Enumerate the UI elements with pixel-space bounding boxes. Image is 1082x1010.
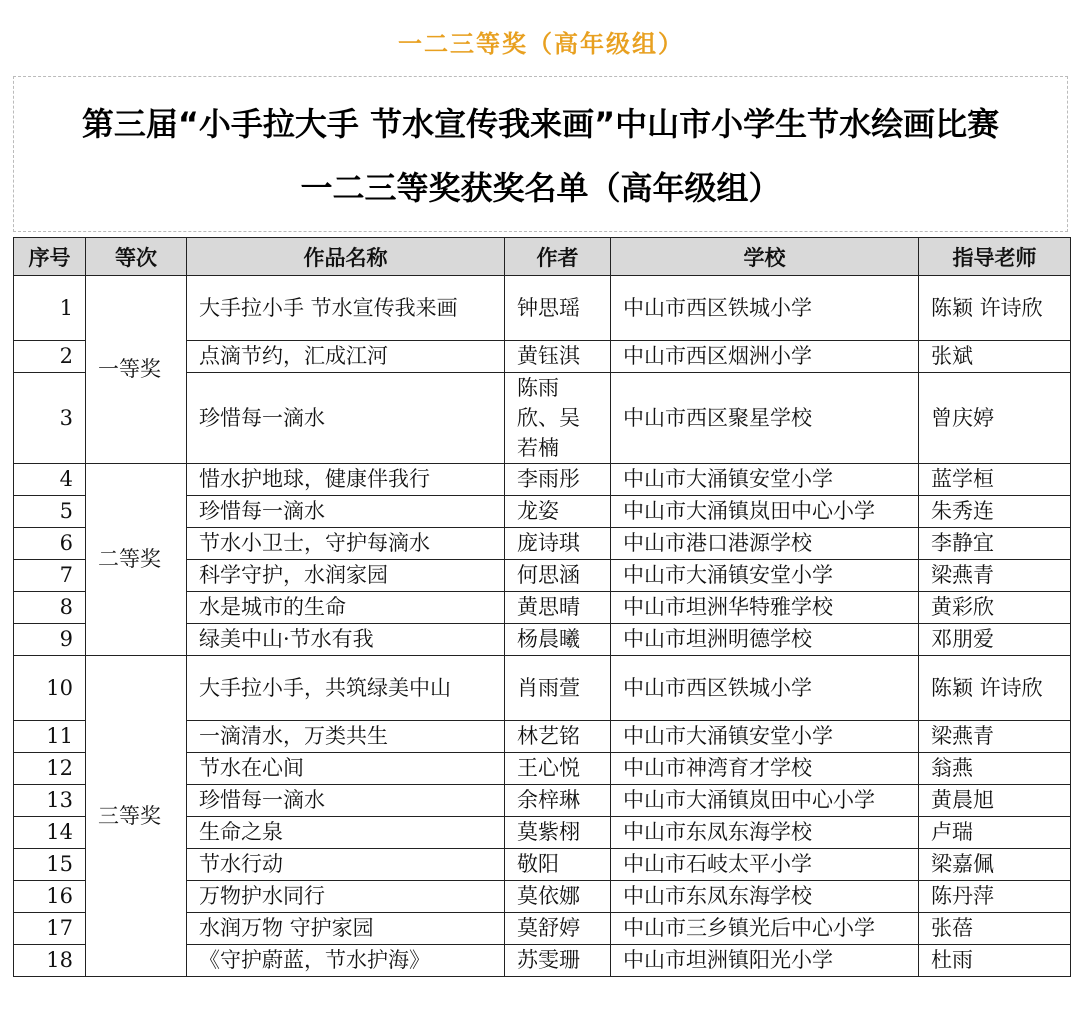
cell-teacher: 邓朋爱 [919, 624, 1071, 656]
cell-seq: 15 [14, 849, 86, 881]
cell-author: 王心悦 [505, 753, 611, 785]
cell-work: 珍惜每一滴水 [187, 373, 505, 464]
cell-work: 《守护蔚蓝，节水护海》 [187, 945, 505, 977]
cell-teacher: 陈丹萍 [919, 881, 1071, 913]
cell-school: 中山市西区聚星学校 [611, 373, 919, 464]
cell-school: 中山市大涌镇岚田中心小学 [611, 785, 919, 817]
cell-author: 李雨彤 [505, 464, 611, 496]
cell-school: 中山市港口港源学校 [611, 528, 919, 560]
cell-seq: 7 [14, 560, 86, 592]
cell-author: 钟思瑶 [505, 276, 611, 341]
table-row [14, 656, 1071, 721]
cell-author: 余梓琳 [505, 785, 611, 817]
cell-work: 节水在心间 [187, 753, 505, 785]
cell-work: 珍惜每一滴水 [187, 496, 505, 528]
cell-work: 生命之泉 [187, 817, 505, 849]
document-title: 第三届“小手拉大手 节水宣传我来画”中山市小学生节水绘画比赛 [81, 105, 1000, 143]
cell-seq: 16 [14, 881, 86, 913]
cell-author: 黄思晴 [505, 592, 611, 624]
header-teacher: 指导老师 [919, 238, 1071, 276]
cell-prize: 一等奖 [86, 276, 187, 464]
title-box [13, 76, 1068, 232]
cell-school: 中山市坦洲华特雅学校 [611, 592, 919, 624]
award-table [13, 237, 1071, 977]
cell-work: 节水小卫士，守护每滴水 [187, 528, 505, 560]
cell-author: 陈雨欣、吴若楠 [505, 373, 611, 464]
cell-work: 大手拉小手 节水宣传我来画 [187, 276, 505, 341]
cell-work: 节水行动 [187, 849, 505, 881]
cell-author: 肖雨萱 [505, 656, 611, 721]
cell-school: 中山市东凤东海学校 [611, 881, 919, 913]
cell-work: 点滴节约，汇成江河 [187, 341, 505, 373]
cell-school: 中山市西区铁城小学 [611, 656, 919, 721]
cell-school: 中山市大涌镇安堂小学 [611, 560, 919, 592]
cell-teacher: 黄晨旭 [919, 785, 1071, 817]
cell-teacher: 张蓓 [919, 913, 1071, 945]
cell-work: 绿美中山·节水有我 [187, 624, 505, 656]
cell-teacher: 李静宜 [919, 528, 1071, 560]
cell-seq: 3 [14, 373, 86, 464]
cell-seq: 17 [14, 913, 86, 945]
cell-author: 杨晨曦 [505, 624, 611, 656]
cell-school: 中山市坦洲明德学校 [611, 624, 919, 656]
header-work: 作品名称 [187, 238, 505, 276]
cell-seq: 8 [14, 592, 86, 624]
cell-author: 苏雯珊 [505, 945, 611, 977]
cell-author: 庞诗琪 [505, 528, 611, 560]
cell-author: 何思涵 [505, 560, 611, 592]
cell-author: 莫依娜 [505, 881, 611, 913]
cell-work: 万物护水同行 [187, 881, 505, 913]
cell-seq: 13 [14, 785, 86, 817]
cell-teacher: 梁燕青 [919, 721, 1071, 753]
cell-author: 敬阳 [505, 849, 611, 881]
cell-prize: 三等奖 [86, 656, 187, 977]
cell-school: 中山市东凤东海学校 [611, 817, 919, 849]
cell-school: 中山市坦洲镇阳光小学 [611, 945, 919, 977]
cell-seq: 6 [14, 528, 86, 560]
header-seq: 序号 [14, 238, 86, 276]
cell-seq: 11 [14, 721, 86, 753]
header-author: 作者 [505, 238, 611, 276]
cell-school: 中山市西区铁城小学 [611, 276, 919, 341]
cell-teacher: 陈颖 许诗欣 [919, 656, 1071, 721]
cell-school: 中山市大涌镇安堂小学 [611, 721, 919, 753]
cell-school: 中山市神湾育才学校 [611, 753, 919, 785]
cell-teacher: 卢瑞 [919, 817, 1071, 849]
cell-seq: 10 [14, 656, 86, 721]
cell-school: 中山市大涌镇岚田中心小学 [611, 496, 919, 528]
cell-prize: 二等奖 [86, 464, 187, 656]
header-prize: 等次 [86, 238, 187, 276]
document-subtitle: 一二三等奖获奖名单（高年级组） [300, 169, 781, 207]
cell-seq: 18 [14, 945, 86, 977]
cell-seq: 4 [14, 464, 86, 496]
cell-teacher: 梁燕青 [919, 560, 1071, 592]
cell-school: 中山市大涌镇安堂小学 [611, 464, 919, 496]
cell-seq: 1 [14, 276, 86, 341]
cell-author: 龙姿 [505, 496, 611, 528]
cell-seq: 12 [14, 753, 86, 785]
cell-school: 中山市石岐太平小学 [611, 849, 919, 881]
cell-seq: 5 [14, 496, 86, 528]
section-heading: 一二三等奖（高年级组） [398, 30, 684, 58]
cell-seq: 2 [14, 341, 86, 373]
cell-teacher: 张斌 [919, 341, 1071, 373]
cell-seq: 9 [14, 624, 86, 656]
table-row [14, 276, 1071, 341]
cell-work: 惜水护地球，健康伴我行 [187, 464, 505, 496]
cell-teacher: 黄彩欣 [919, 592, 1071, 624]
cell-teacher: 杜雨 [919, 945, 1071, 977]
cell-school: 中山市西区烟洲小学 [611, 341, 919, 373]
cell-author: 黄钰淇 [505, 341, 611, 373]
cell-teacher: 翁燕 [919, 753, 1071, 785]
cell-seq: 14 [14, 817, 86, 849]
cell-work: 水润万物 守护家园 [187, 913, 505, 945]
cell-teacher: 陈颖 许诗欣 [919, 276, 1071, 341]
header-school: 学校 [611, 238, 919, 276]
cell-author: 莫舒婷 [505, 913, 611, 945]
cell-work: 水是城市的生命 [187, 592, 505, 624]
cell-work: 一滴清水，万类共生 [187, 721, 505, 753]
cell-author: 莫紫栩 [505, 817, 611, 849]
table-row [14, 464, 1071, 496]
cell-teacher: 梁嘉佩 [919, 849, 1071, 881]
cell-teacher: 朱秀连 [919, 496, 1071, 528]
cell-work: 珍惜每一滴水 [187, 785, 505, 817]
cell-work: 科学守护，水润家园 [187, 560, 505, 592]
cell-work: 大手拉小手，共筑绿美中山 [187, 656, 505, 721]
cell-author: 林艺铭 [505, 721, 611, 753]
cell-teacher: 曾庆婷 [919, 373, 1071, 464]
cell-school: 中山市三乡镇光后中心小学 [611, 913, 919, 945]
cell-teacher: 蓝学桓 [919, 464, 1071, 496]
table-header-row [14, 238, 1071, 276]
